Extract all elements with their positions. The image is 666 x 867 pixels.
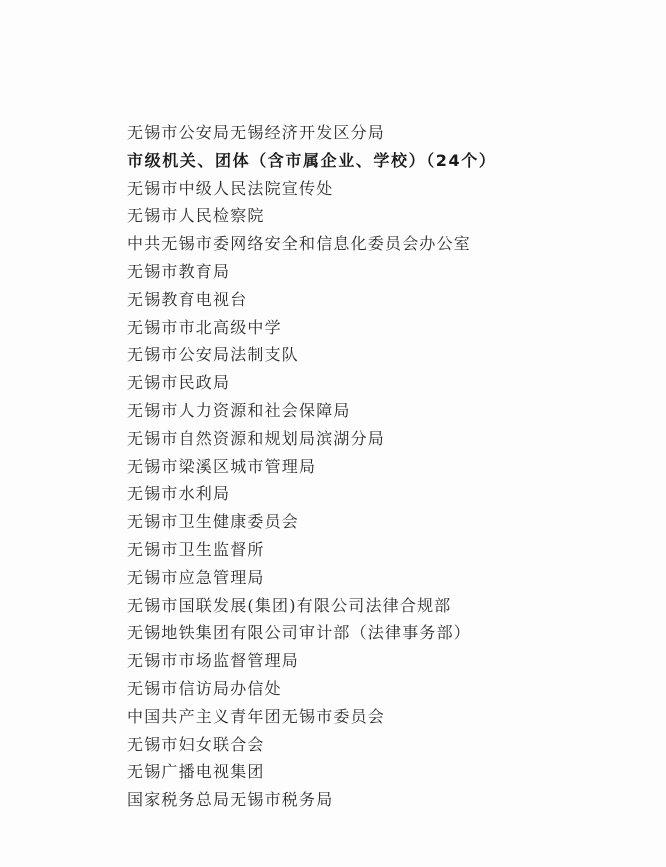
list-item: 无锡市市场监督管理局 (127, 651, 300, 671)
list-item: 无锡市卫生监督所 (127, 539, 265, 559)
list-item: 无锡市公安局无锡经济开发区分局 (127, 123, 386, 142)
list-item: 无锡市应急管理局 (127, 567, 265, 587)
list-item: 无锡市国联发展(集团)有限公司法律合规部 (127, 595, 452, 615)
list-item: 中国共产主义青年团无锡市委员会 (127, 706, 386, 726)
list-item: 无锡市中级人民法院宣传处 (127, 178, 334, 198)
list-item: 无锡市民政局 (127, 373, 231, 393)
list-item: 无锡市人民检察院 (127, 206, 265, 226)
list-item: 无锡教育电视台 (127, 289, 248, 309)
list-item: 无锡市人力资源和社会保障局 (127, 400, 351, 420)
list-item: 无锡市公安局法制支队 (127, 345, 300, 365)
list-item: 中共无锡市委网络安全和信息化委员会办公室 (127, 234, 472, 254)
list-item: 国家税务总局无锡市税务局 (127, 790, 334, 810)
list-item: 无锡地铁集团有限公司审计部（法律事务部） (127, 623, 472, 643)
list-item: 无锡市自然资源和规划局滨湖分局 (127, 428, 386, 448)
list-item: 无锡市卫生健康委员会 (127, 512, 300, 532)
list-item: 无锡市市北高级中学 (127, 317, 282, 337)
list-item: 无锡广播电视集团 (127, 762, 265, 782)
list-item: 无锡市妇女联合会 (127, 734, 265, 754)
list-item: 无锡市梁溪区城市管理局 (127, 456, 317, 476)
list-item: 无锡市信访局办信处 (127, 678, 282, 698)
list-item: 无锡市教育局 (127, 261, 231, 281)
organization-list (127, 119, 647, 814)
list-item: 无锡市水利局 (127, 484, 231, 504)
section-heading: 市级机关、团体（含市属企业、学校）（24个） (127, 150, 497, 170)
